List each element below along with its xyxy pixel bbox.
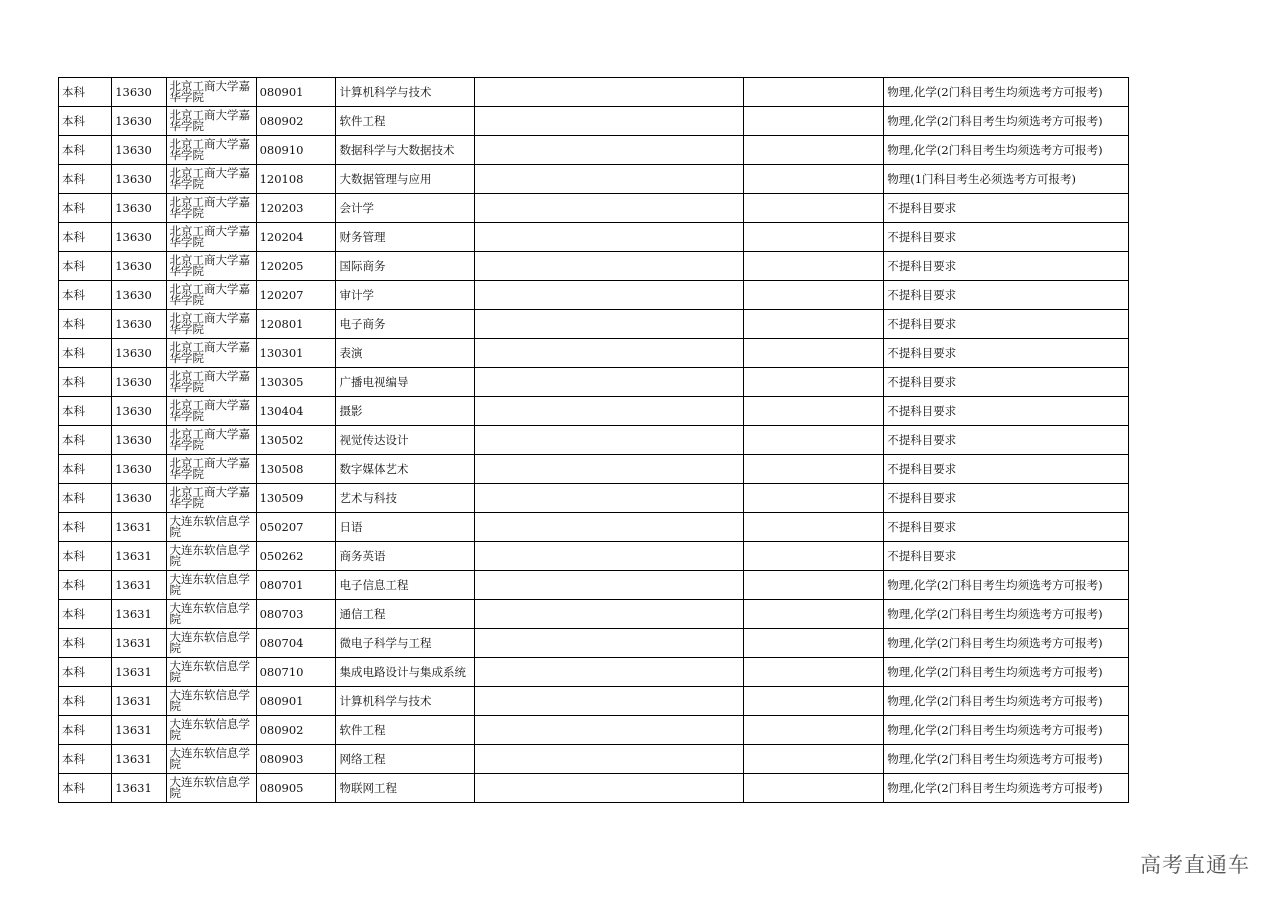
table-row [59, 542, 1129, 571]
cell-level: 本科 [59, 223, 112, 252]
cell-subject-requirement: 物理,化学(2门科目考生均须选考方可报考) [884, 600, 1129, 629]
table-row [59, 600, 1129, 629]
cell-major-code: 130502 [256, 426, 336, 455]
cell-subject-requirement: 物理,化学(2门科目考生均须选考方可报考) [884, 78, 1129, 107]
cell-school-name: 北京工商大学嘉华学院 [166, 223, 256, 252]
cell-major-name: 日语 [336, 513, 474, 542]
cell-blank [474, 426, 743, 455]
cell-subject-requirement: 不提科目要求 [884, 368, 1129, 397]
table-row [59, 368, 1129, 397]
cell-blank [474, 542, 743, 571]
cell-major-code: 080710 [256, 658, 336, 687]
cell-blank [743, 194, 883, 223]
cell-school-code: 13630 [112, 194, 166, 223]
cell-school-code: 13631 [112, 687, 166, 716]
cell-level: 本科 [59, 281, 112, 310]
cell-school-name: 北京工商大学嘉华学院 [166, 136, 256, 165]
cell-level: 本科 [59, 716, 112, 745]
cell-major-code: 120205 [256, 252, 336, 281]
table-row [59, 484, 1129, 513]
cell-blank [474, 252, 743, 281]
cell-school-name: 大连东软信息学院 [166, 745, 256, 774]
cell-major-name: 集成电路设计与集成系统 [336, 658, 474, 687]
cell-blank [743, 397, 883, 426]
cell-school-code: 13630 [112, 252, 166, 281]
cell-level: 本科 [59, 513, 112, 542]
cell-major-name: 财务管理 [336, 223, 474, 252]
cell-school-name: 北京工商大学嘉华学院 [166, 194, 256, 223]
cell-blank [474, 107, 743, 136]
cell-level: 本科 [59, 310, 112, 339]
cell-school-name: 大连东软信息学院 [166, 629, 256, 658]
cell-blank [743, 513, 883, 542]
cell-blank [743, 426, 883, 455]
cell-blank [743, 455, 883, 484]
cell-level: 本科 [59, 165, 112, 194]
cell-subject-requirement: 物理,化学(2门科目考生均须选考方可报考) [884, 136, 1129, 165]
cell-major-code: 080901 [256, 78, 336, 107]
cell-school-code: 13630 [112, 107, 166, 136]
table-row [59, 571, 1129, 600]
cell-subject-requirement: 不提科目要求 [884, 455, 1129, 484]
cell-blank [474, 281, 743, 310]
cell-level: 本科 [59, 658, 112, 687]
cell-major-code: 080704 [256, 629, 336, 658]
cell-major-name: 微电子科学与工程 [336, 629, 474, 658]
cell-subject-requirement: 物理,化学(2门科目考生均须选考方可报考) [884, 571, 1129, 600]
cell-blank [743, 571, 883, 600]
cell-blank [474, 484, 743, 513]
cell-school-name: 大连东软信息学院 [166, 687, 256, 716]
cell-major-name: 摄影 [336, 397, 474, 426]
cell-level: 本科 [59, 252, 112, 281]
table-row [59, 658, 1129, 687]
cell-major-code: 130301 [256, 339, 336, 368]
cell-school-code: 13630 [112, 455, 166, 484]
cell-school-code: 13630 [112, 310, 166, 339]
cell-school-name: 大连东软信息学院 [166, 513, 256, 542]
cell-major-name: 计算机科学与技术 [336, 687, 474, 716]
cell-major-code: 120108 [256, 165, 336, 194]
cell-major-name: 电子信息工程 [336, 571, 474, 600]
cell-blank [743, 136, 883, 165]
cell-level: 本科 [59, 774, 112, 803]
cell-major-name: 数字媒体艺术 [336, 455, 474, 484]
cell-level: 本科 [59, 484, 112, 513]
cell-subject-requirement: 物理,化学(2门科目考生均须选考方可报考) [884, 774, 1129, 803]
cell-blank [474, 600, 743, 629]
cell-school-code: 13630 [112, 368, 166, 397]
subject-requirements-table [58, 77, 1129, 803]
cell-school-name: 大连东软信息学院 [166, 658, 256, 687]
cell-school-name: 北京工商大学嘉华学院 [166, 484, 256, 513]
cell-major-name: 网络工程 [336, 745, 474, 774]
table-row [59, 136, 1129, 165]
table-row [59, 252, 1129, 281]
table-row [59, 455, 1129, 484]
cell-blank [743, 716, 883, 745]
cell-school-code: 13631 [112, 658, 166, 687]
table-row [59, 310, 1129, 339]
cell-major-code: 080910 [256, 136, 336, 165]
cell-school-name: 大连东软信息学院 [166, 542, 256, 571]
table-row [59, 339, 1129, 368]
cell-school-code: 13630 [112, 136, 166, 165]
cell-school-name: 北京工商大学嘉华学院 [166, 426, 256, 455]
table-row [59, 107, 1129, 136]
cell-school-name: 北京工商大学嘉华学院 [166, 165, 256, 194]
table-row [59, 194, 1129, 223]
cell-school-code: 13630 [112, 397, 166, 426]
cell-major-name: 大数据管理与应用 [336, 165, 474, 194]
cell-subject-requirement: 物理,化学(2门科目考生均须选考方可报考) [884, 107, 1129, 136]
cell-subject-requirement: 物理(1门科目考生必须选考方可报考) [884, 165, 1129, 194]
cell-level: 本科 [59, 78, 112, 107]
cell-blank [743, 310, 883, 339]
cell-major-name: 表演 [336, 339, 474, 368]
cell-major-name: 电子商务 [336, 310, 474, 339]
cell-school-name: 北京工商大学嘉华学院 [166, 455, 256, 484]
cell-major-code: 080905 [256, 774, 336, 803]
cell-subject-requirement: 不提科目要求 [884, 194, 1129, 223]
cell-subject-requirement: 不提科目要求 [884, 542, 1129, 571]
table-row [59, 165, 1129, 194]
cell-major-code: 080901 [256, 687, 336, 716]
cell-blank [743, 629, 883, 658]
cell-subject-requirement: 不提科目要求 [884, 310, 1129, 339]
cell-major-name: 审计学 [336, 281, 474, 310]
cell-blank [474, 339, 743, 368]
cell-school-code: 13631 [112, 745, 166, 774]
cell-major-name: 广播电视编导 [336, 368, 474, 397]
cell-blank [474, 310, 743, 339]
cell-school-name: 北京工商大学嘉华学院 [166, 281, 256, 310]
table-row [59, 716, 1129, 745]
cell-major-code: 120203 [256, 194, 336, 223]
cell-blank [474, 571, 743, 600]
cell-subject-requirement: 不提科目要求 [884, 339, 1129, 368]
table-row [59, 774, 1129, 803]
cell-school-code: 13631 [112, 716, 166, 745]
cell-blank [474, 745, 743, 774]
cell-major-name: 软件工程 [336, 716, 474, 745]
cell-blank [474, 716, 743, 745]
table-row [59, 426, 1129, 455]
cell-subject-requirement: 不提科目要求 [884, 397, 1129, 426]
cell-school-name: 大连东软信息学院 [166, 600, 256, 629]
cell-major-code: 130508 [256, 455, 336, 484]
cell-subject-requirement: 不提科目要求 [884, 223, 1129, 252]
cell-school-name: 北京工商大学嘉华学院 [166, 310, 256, 339]
cell-school-name: 北京工商大学嘉华学院 [166, 252, 256, 281]
cell-blank [474, 455, 743, 484]
cell-school-name: 北京工商大学嘉华学院 [166, 107, 256, 136]
cell-blank [743, 687, 883, 716]
cell-level: 本科 [59, 687, 112, 716]
cell-blank [743, 774, 883, 803]
cell-major-code: 080902 [256, 107, 336, 136]
cell-level: 本科 [59, 745, 112, 774]
cell-blank [743, 78, 883, 107]
cell-major-code: 050207 [256, 513, 336, 542]
cell-school-name: 北京工商大学嘉华学院 [166, 368, 256, 397]
cell-level: 本科 [59, 397, 112, 426]
cell-subject-requirement: 物理,化学(2门科目考生均须选考方可报考) [884, 658, 1129, 687]
cell-blank [474, 687, 743, 716]
cell-level: 本科 [59, 368, 112, 397]
table-row [59, 78, 1129, 107]
cell-school-code: 13631 [112, 629, 166, 658]
cell-blank [474, 194, 743, 223]
cell-school-name: 北京工商大学嘉华学院 [166, 397, 256, 426]
cell-school-code: 13630 [112, 339, 166, 368]
cell-major-name: 计算机科学与技术 [336, 78, 474, 107]
cell-school-code: 13630 [112, 426, 166, 455]
cell-level: 本科 [59, 542, 112, 571]
cell-major-code: 120207 [256, 281, 336, 310]
cell-level: 本科 [59, 107, 112, 136]
cell-blank [474, 165, 743, 194]
cell-subject-requirement: 物理,化学(2门科目考生均须选考方可报考) [884, 687, 1129, 716]
cell-blank [743, 542, 883, 571]
watermark-logo-text: 高考直通车 [1140, 853, 1250, 877]
table-row [59, 513, 1129, 542]
cell-major-name: 艺术与科技 [336, 484, 474, 513]
cell-blank [743, 368, 883, 397]
cell-level: 本科 [59, 136, 112, 165]
cell-level: 本科 [59, 629, 112, 658]
cell-major-code: 050262 [256, 542, 336, 571]
cell-school-name: 北京工商大学嘉华学院 [166, 339, 256, 368]
cell-blank [474, 658, 743, 687]
cell-blank [743, 281, 883, 310]
cell-blank [474, 397, 743, 426]
cell-major-code: 120204 [256, 223, 336, 252]
cell-major-code: 080703 [256, 600, 336, 629]
cell-major-code: 080903 [256, 745, 336, 774]
cell-major-code: 080902 [256, 716, 336, 745]
cell-blank [474, 629, 743, 658]
cell-major-name: 通信工程 [336, 600, 474, 629]
cell-school-code: 13631 [112, 542, 166, 571]
cell-subject-requirement: 物理,化学(2门科目考生均须选考方可报考) [884, 629, 1129, 658]
cell-major-name: 物联网工程 [336, 774, 474, 803]
cell-blank [743, 600, 883, 629]
cell-blank [743, 107, 883, 136]
cell-subject-requirement: 物理,化学(2门科目考生均须选考方可报考) [884, 745, 1129, 774]
table-row [59, 687, 1129, 716]
cell-school-code: 13631 [112, 571, 166, 600]
table-row [59, 629, 1129, 658]
cell-major-code: 130509 [256, 484, 336, 513]
cell-school-name: 大连东软信息学院 [166, 774, 256, 803]
table-row [59, 281, 1129, 310]
cell-school-code: 13631 [112, 600, 166, 629]
cell-level: 本科 [59, 194, 112, 223]
cell-level: 本科 [59, 426, 112, 455]
cell-level: 本科 [59, 600, 112, 629]
cell-blank [474, 78, 743, 107]
table-row [59, 223, 1129, 252]
cell-major-name: 会计学 [336, 194, 474, 223]
cell-subject-requirement: 物理,化学(2门科目考生均须选考方可报考) [884, 716, 1129, 745]
cell-subject-requirement: 不提科目要求 [884, 513, 1129, 542]
cell-blank [743, 745, 883, 774]
cell-major-name: 视觉传达设计 [336, 426, 474, 455]
cell-blank [474, 368, 743, 397]
cell-blank [474, 774, 743, 803]
cell-subject-requirement: 不提科目要求 [884, 281, 1129, 310]
cell-major-code: 130404 [256, 397, 336, 426]
cell-school-name: 大连东软信息学院 [166, 571, 256, 600]
cell-major-name: 数据科学与大数据技术 [336, 136, 474, 165]
cell-subject-requirement: 不提科目要求 [884, 426, 1129, 455]
cell-blank [743, 165, 883, 194]
cell-major-name: 国际商务 [336, 252, 474, 281]
cell-blank [474, 223, 743, 252]
cell-blank [743, 484, 883, 513]
cell-major-code: 130305 [256, 368, 336, 397]
cell-school-name: 大连东软信息学院 [166, 716, 256, 745]
cell-blank [474, 513, 743, 542]
cell-major-name: 商务英语 [336, 542, 474, 571]
cell-major-code: 080701 [256, 571, 336, 600]
cell-subject-requirement: 不提科目要求 [884, 484, 1129, 513]
cell-major-name: 软件工程 [336, 107, 474, 136]
cell-school-code: 13630 [112, 78, 166, 107]
cell-school-code: 13630 [112, 281, 166, 310]
cell-blank [743, 223, 883, 252]
cell-level: 本科 [59, 339, 112, 368]
cell-level: 本科 [59, 455, 112, 484]
table-row [59, 397, 1129, 426]
cell-school-code: 13630 [112, 484, 166, 513]
cell-school-code: 13631 [112, 774, 166, 803]
table-body [59, 78, 1129, 803]
cell-school-name: 北京工商大学嘉华学院 [166, 78, 256, 107]
cell-school-code: 13630 [112, 165, 166, 194]
cell-level: 本科 [59, 571, 112, 600]
cell-blank [474, 136, 743, 165]
cell-blank [743, 252, 883, 281]
cell-subject-requirement: 不提科目要求 [884, 252, 1129, 281]
cell-school-code: 13631 [112, 513, 166, 542]
cell-major-code: 120801 [256, 310, 336, 339]
cell-school-code: 13630 [112, 223, 166, 252]
table-row [59, 745, 1129, 774]
cell-blank [743, 658, 883, 687]
cell-blank [743, 339, 883, 368]
